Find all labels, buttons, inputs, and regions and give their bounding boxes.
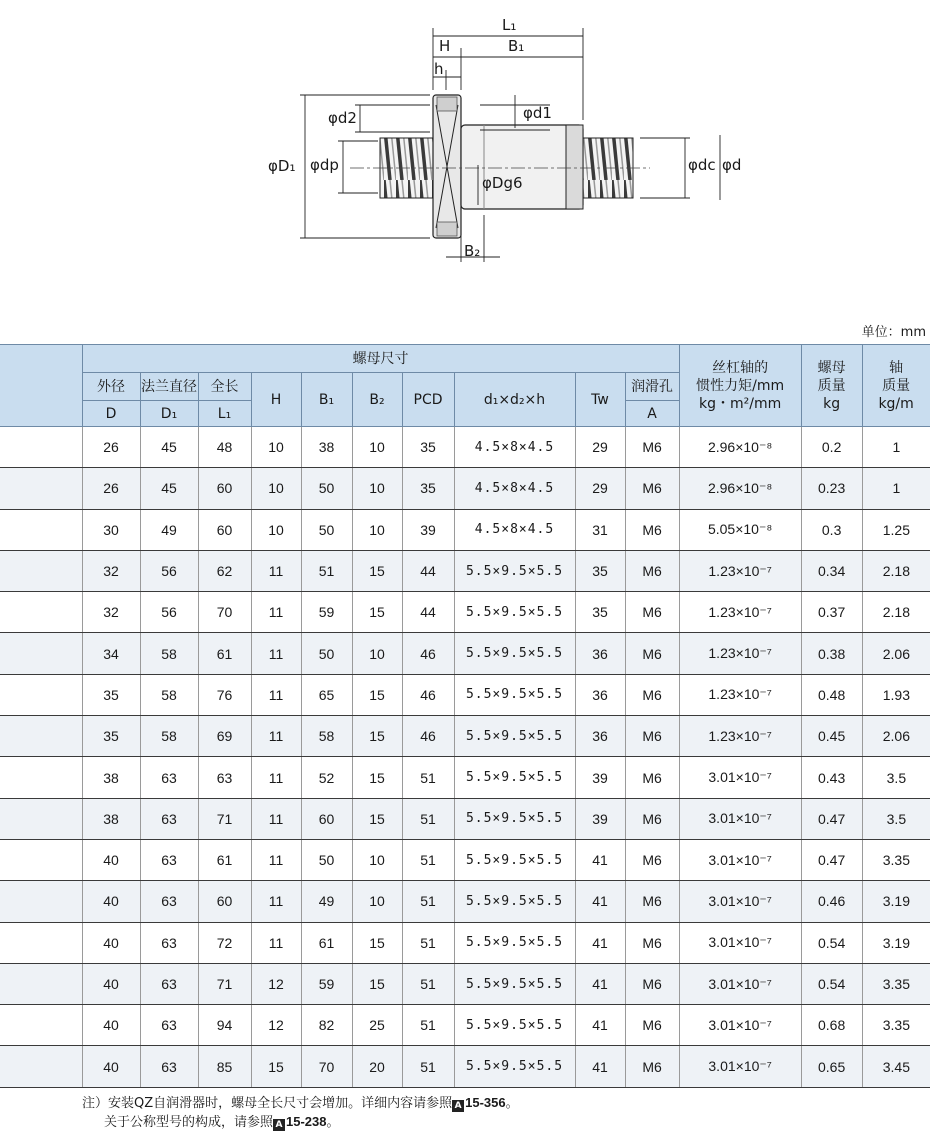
table-cell: 63 [198,757,251,798]
table-row [0,798,930,839]
label-dp: φdp [310,156,339,174]
table-row [0,839,930,880]
table-cell: 56 [140,592,198,633]
table-cell: 0.54 [801,963,862,1004]
table-cell: 5.5×9.5×5.5 [454,1005,575,1046]
table-cell: 59 [301,592,352,633]
table-cell: 58 [301,716,352,757]
table-cell: 0.34 [801,550,862,591]
table-cell: 3.35 [862,1005,930,1046]
table-cell: 0.23 [801,468,862,509]
table-row [0,922,930,963]
table-cell: 15 [352,550,402,591]
table-row [0,468,930,509]
header-Tw: Tw [575,373,625,427]
header-H: H [251,373,301,427]
table-cell: 62 [198,550,251,591]
table-row [0,509,930,550]
table-cell: 15 [251,1046,301,1087]
table-cell: 10 [251,509,301,550]
table-cell: 35 [82,716,140,757]
table-cell: 1.25 [862,509,930,550]
table-cell: 2.96×10⁻⁸ [679,427,801,468]
table-cell: 0.46 [801,881,862,922]
table-cell: 61 [198,633,251,674]
table-cell: 41 [575,1005,625,1046]
table-row [0,1005,930,1046]
table-cell: 40 [82,922,140,963]
table-cell: 58 [140,633,198,674]
table-cell: 44 [402,550,454,591]
table-cell: 51 [402,757,454,798]
row-lead-cell [0,881,82,922]
table-cell: 40 [82,881,140,922]
table-row [0,550,930,591]
table-cell: 11 [251,798,301,839]
table-cell: 63 [140,881,198,922]
table-cell: 51 [402,798,454,839]
table-cell: 11 [251,674,301,715]
table-cell: 36 [575,716,625,757]
table-cell: 51 [301,550,352,591]
table-cell: 71 [198,963,251,1004]
table-cell: 58 [140,716,198,757]
table-cell: 70 [301,1046,352,1087]
table-cell: M6 [625,798,679,839]
table-row [0,592,930,633]
note-line-2: 关于公称型号的构成，请参照 A 15-238。 [104,1114,340,1130]
table-cell: 5.5×9.5×5.5 [454,1046,575,1087]
table-cell: 1.23×10⁻⁷ [679,592,801,633]
label-d: φd [722,156,742,174]
table-cell: 51 [402,1046,454,1087]
table-cell: 41 [575,922,625,963]
table-cell: M6 [625,1046,679,1087]
table-row [0,716,930,757]
table-cell: M6 [625,963,679,1004]
table-cell: M6 [625,509,679,550]
header-group-nut-dims: 螺母尺寸 [82,345,679,373]
table-cell: 5.5×9.5×5.5 [454,922,575,963]
table-cell: 15 [352,674,402,715]
header-inertia: 丝杠轴的 惯性力矩/mm kg・m²/mm [679,345,801,427]
table-cell: 20 [352,1046,402,1087]
table-cell: 40 [82,839,140,880]
table-row [0,881,930,922]
table-cell: 71 [198,798,251,839]
label-D1: φD₁ [268,157,296,175]
table-cell: 30 [82,509,140,550]
table-cell: 11 [251,922,301,963]
table-cell: 1.23×10⁻⁷ [679,633,801,674]
table-cell: M6 [625,592,679,633]
table-cell: 51 [402,1005,454,1046]
table-cell: 5.05×10⁻⁸ [679,509,801,550]
row-lead-cell [0,468,82,509]
table-cell: 5.5×9.5×5.5 [454,550,575,591]
table-row [0,633,930,674]
table-cell: 4.5×8×4.5 [454,509,575,550]
table-cell: 38 [82,798,140,839]
table-cell: 5.5×9.5×5.5 [454,798,575,839]
label-L1: L₁ [502,16,517,34]
table-cell: M6 [625,1005,679,1046]
table-cell: 1 [862,468,930,509]
table-cell: 61 [301,922,352,963]
table-cell: 0.65 [801,1046,862,1087]
header-A-bottom: A [625,401,679,427]
table-cell: 82 [301,1005,352,1046]
table-cell: 35 [402,427,454,468]
table-cell: 10 [352,881,402,922]
table-cell: 0.45 [801,716,862,757]
table-row [0,757,930,798]
reference-icon: A [273,1119,285,1131]
table-cell: 5.5×9.5×5.5 [454,674,575,715]
table-cell: 11 [251,757,301,798]
table-cell: 65 [301,674,352,715]
table-cell: M6 [625,674,679,715]
row-lead-cell [0,1005,82,1046]
table-cell: 1.23×10⁻⁷ [679,716,801,757]
table-cell: 76 [198,674,251,715]
unit-label: 单位：mm [861,325,926,340]
table-cell: 5.5×9.5×5.5 [454,881,575,922]
table-cell: 46 [402,633,454,674]
table-cell: M6 [625,922,679,963]
row-lead-cell [0,839,82,880]
table-cell: M6 [625,633,679,674]
table-cell: 11 [251,633,301,674]
row-lead-cell [0,592,82,633]
table-cell: 5.5×9.5×5.5 [454,757,575,798]
table-cell: 3.45 [862,1046,930,1087]
header-L1-top: 全长 [198,373,251,401]
header-dxh: d₁×d₂×h [454,373,575,427]
table-cell: 0.2 [801,427,862,468]
table-cell: 85 [198,1046,251,1087]
table-cell: 10 [251,468,301,509]
table-cell: 11 [251,550,301,591]
table-cell: 15 [352,757,402,798]
table-cell: 15 [352,592,402,633]
table-cell: 40 [82,1005,140,1046]
table-cell: 60 [198,509,251,550]
table-cell: 2.06 [862,633,930,674]
label-dc: φdc [688,156,716,174]
table-cell: 35 [82,674,140,715]
table-cell: 15 [352,922,402,963]
table-cell: 25 [352,1005,402,1046]
table-cell: 58 [140,674,198,715]
table-cell: 1.93 [862,674,930,715]
row-lead-cell [0,798,82,839]
table-cell: 36 [575,674,625,715]
table-cell: 49 [301,881,352,922]
table-cell: 51 [402,963,454,1004]
table-cell: 60 [198,881,251,922]
table-cell: 29 [575,427,625,468]
table-cell: 63 [140,922,198,963]
table-cell: 32 [82,550,140,591]
header-D-bottom: D [82,401,140,427]
table-cell: 56 [140,550,198,591]
footnotes [82,1094,519,1132]
table-cell: 2.18 [862,550,930,591]
table-cell: 0.48 [801,674,862,715]
table-cell: 3.01×10⁻⁷ [679,839,801,880]
table-cell: 32 [82,592,140,633]
table-cell: 3.01×10⁻⁷ [679,881,801,922]
header-D1-bottom: D₁ [140,401,198,427]
label-B2: B₂ [464,242,481,260]
table-cell: 94 [198,1005,251,1046]
table-cell: 10 [352,509,402,550]
table-cell: 26 [82,427,140,468]
label-d2: φd2 [328,109,357,127]
table-cell: 10 [251,427,301,468]
table-cell: 51 [402,839,454,880]
table-cell: 63 [140,963,198,1004]
table-cell: M6 [625,550,679,591]
table-cell: 48 [198,427,251,468]
table-cell: 36 [575,633,625,674]
table-cell: 11 [251,839,301,880]
table-cell: 3.19 [862,881,930,922]
table-cell: 51 [402,922,454,963]
table-cell: 12 [251,1005,301,1046]
header-B1: B₁ [301,373,352,427]
table-cell: 61 [198,839,251,880]
table-cell: 0.47 [801,798,862,839]
row-lead-cell [0,1046,82,1087]
table-cell: 3.01×10⁻⁷ [679,963,801,1004]
table-cell: 38 [301,427,352,468]
table-row [0,963,930,1004]
table-cell: 63 [140,1005,198,1046]
table-cell: 40 [82,1046,140,1087]
table-cell: 11 [251,592,301,633]
header-L1-bottom: L₁ [198,401,251,427]
table-cell: 3.01×10⁻⁷ [679,798,801,839]
table-cell: 52 [301,757,352,798]
header-nut-mass: 螺母 质量 kg [801,345,862,427]
row-lead-cell [0,963,82,1004]
table-cell: 2.06 [862,716,930,757]
table-cell: 11 [251,881,301,922]
header-A-top: 润滑孔 [625,373,679,401]
table-cell: 45 [140,427,198,468]
table-row [0,1046,930,1087]
table-cell: 3.01×10⁻⁷ [679,1046,801,1087]
table-cell: 41 [575,1046,625,1087]
table-cell: 63 [140,1046,198,1087]
table-cell: 63 [140,839,198,880]
table-cell: 69 [198,716,251,757]
row-lead-cell [0,757,82,798]
table-cell: 1 [862,427,930,468]
table-cell: 35 [575,550,625,591]
table-row [0,674,930,715]
ref-link-15-238[interactable]: 15-238 [286,1114,327,1129]
table-cell: 3.01×10⁻⁷ [679,1005,801,1046]
table-cell: 0.3 [801,509,862,550]
ball-screw-nut-drawing [0,0,930,300]
table-cell: 35 [575,592,625,633]
table-cell: M6 [625,757,679,798]
table-cell: 34 [82,633,140,674]
table-cell: 15 [352,798,402,839]
header-B2: B₂ [352,373,402,427]
table-cell: 29 [575,468,625,509]
table-cell: 0.68 [801,1005,862,1046]
table-cell: 10 [352,427,402,468]
row-lead-cell [0,509,82,550]
table-cell: 0.47 [801,839,862,880]
table-cell: 38 [82,757,140,798]
table-cell: 0.37 [801,592,862,633]
table-cell: M6 [625,839,679,880]
table-cell: 39 [575,757,625,798]
header-D1-top: 法兰直径 [140,373,198,401]
table-cell: 63 [140,757,198,798]
table-cell: M6 [625,427,679,468]
row-lead-cell [0,674,82,715]
table-cell: 60 [301,798,352,839]
table-cell: 45 [140,468,198,509]
table-cell: 5.5×9.5×5.5 [454,839,575,880]
table-cell: 3.35 [862,839,930,880]
table-cell: 12 [251,963,301,1004]
table-cell: 59 [301,963,352,1004]
table-cell: 15 [352,963,402,1004]
table-cell: 5.5×9.5×5.5 [454,592,575,633]
table-cell: 0.38 [801,633,862,674]
table-cell: 50 [301,633,352,674]
table-cell: 51 [402,881,454,922]
table-cell: 39 [402,509,454,550]
ref-link-15-356[interactable]: 15-356 [465,1095,506,1110]
row-lead-cell [0,922,82,963]
table-cell: 63 [140,798,198,839]
table-cell: 46 [402,716,454,757]
table-cell: 10 [352,839,402,880]
table-cell: 50 [301,839,352,880]
table-cell: 0.43 [801,757,862,798]
table-cell: 31 [575,509,625,550]
table-cell: 72 [198,922,251,963]
header-blank [0,345,82,427]
spec-table-body [0,427,930,1088]
label-d1: φd1 [523,104,552,122]
label-Dg6: φDg6 [482,174,523,192]
table-cell: 3.5 [862,798,930,839]
spec-table [0,344,930,1088]
table-cell: 3.35 [862,963,930,1004]
row-lead-cell [0,550,82,591]
table-cell: 49 [140,509,198,550]
header-PCD: PCD [402,373,454,427]
header-D-top: 外径 [82,373,140,401]
table-row [0,427,930,468]
label-B1: B₁ [508,37,525,55]
table-cell: 26 [82,468,140,509]
table-cell: 4.5×8×4.5 [454,427,575,468]
table-cell: 1.23×10⁻⁷ [679,674,801,715]
table-cell: 4.5×8×4.5 [454,468,575,509]
row-lead-cell [0,716,82,757]
table-cell: 50 [301,468,352,509]
table-cell: 2.18 [862,592,930,633]
reference-icon: A [452,1100,464,1112]
table-cell: 60 [198,468,251,509]
table-cell: 3.5 [862,757,930,798]
table-cell: 15 [352,716,402,757]
table-cell: 41 [575,963,625,1004]
table-cell: 2.96×10⁻⁸ [679,468,801,509]
table-cell: 44 [402,592,454,633]
table-cell: 41 [575,839,625,880]
table-cell: 10 [352,633,402,674]
table-cell: 39 [575,798,625,839]
label-H: H [439,37,451,55]
label-h: h [434,60,444,78]
table-cell: 0.54 [801,922,862,963]
row-lead-cell [0,427,82,468]
header-shaft-mass: 轴 质量 kg/m [862,345,930,427]
table-cell: 5.5×9.5×5.5 [454,716,575,757]
table-cell: 70 [198,592,251,633]
table-cell: 3.01×10⁻⁷ [679,757,801,798]
table-cell: 5.5×9.5×5.5 [454,633,575,674]
row-lead-cell [0,633,82,674]
table-cell: 46 [402,674,454,715]
table-cell: M6 [625,468,679,509]
table-cell: 50 [301,509,352,550]
table-cell: 41 [575,881,625,922]
table-cell: 3.19 [862,922,930,963]
table-cell: M6 [625,881,679,922]
table-cell: 10 [352,468,402,509]
table-cell: 40 [82,963,140,1004]
table-cell: 3.01×10⁻⁷ [679,922,801,963]
table-cell: 11 [251,716,301,757]
table-cell: 5.5×9.5×5.5 [454,963,575,1004]
table-cell: M6 [625,716,679,757]
table-cell: 35 [402,468,454,509]
table-cell: 1.23×10⁻⁷ [679,550,801,591]
note-line-1: 注）安装QZ自润滑器时，螺母全长尺寸会增加。详细内容请参照 A 15-356。 [82,1095,519,1111]
